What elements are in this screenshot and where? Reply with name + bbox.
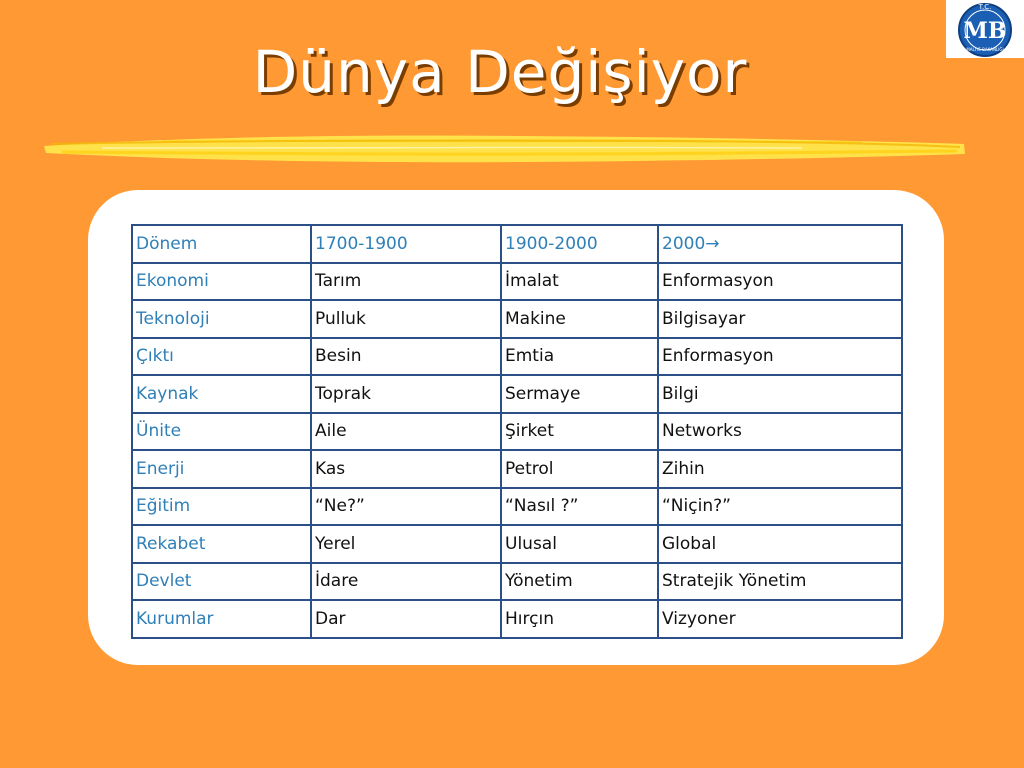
table-cell: “Niçin?”: [658, 488, 902, 526]
table-row: [132, 338, 902, 376]
table-cell: Kas: [311, 450, 501, 488]
table-row: [132, 450, 902, 488]
table-row: [132, 300, 902, 338]
table-header-row: [132, 225, 902, 263]
table-cell: İdare: [311, 563, 501, 601]
row-label: Teknoloji: [132, 300, 311, 338]
header-cell-1700-1900: 1700-1900: [311, 225, 501, 263]
table-row: [132, 488, 902, 526]
logo-ring-text: MALİYE BAKANLIĞI: [966, 47, 1004, 52]
slide-title: Dünya Değişiyor: [252, 38, 748, 106]
row-label: Kurumlar: [132, 600, 311, 638]
table-cell: İmalat: [501, 263, 658, 301]
table-row: [132, 525, 902, 563]
table-cell: Emtia: [501, 338, 658, 376]
table-cell: Enformasyon: [658, 338, 902, 376]
row-label: Ünite: [132, 413, 311, 451]
table-cell: Global: [658, 525, 902, 563]
table-row: [132, 263, 902, 301]
header-cell-donem: Dönem: [132, 225, 311, 263]
table-cell: Bilgisayar: [658, 300, 902, 338]
table-cell: Petrol: [501, 450, 658, 488]
table-cell: Besin: [311, 338, 501, 376]
table-cell: “Nasıl ?”: [501, 488, 658, 526]
row-label: Ekonomi: [132, 263, 311, 301]
table-cell: Toprak: [311, 375, 501, 413]
table-row: [132, 375, 902, 413]
table-cell: Stratejik Yönetim: [658, 563, 902, 601]
table-row: [132, 600, 902, 638]
table-cell: Zihin: [658, 450, 902, 488]
table-cell: “Ne?”: [311, 488, 501, 526]
table-cell: Vizyoner: [658, 600, 902, 638]
table-cell: Yerel: [311, 525, 501, 563]
logo-text-top: T.C.: [978, 3, 992, 11]
yellow-brush-stroke: [42, 128, 967, 168]
table-cell: Enformasyon: [658, 263, 902, 301]
table-cell: Tarım: [311, 263, 501, 301]
header-cell-1900-2000: 1900-2000: [501, 225, 658, 263]
table-cell: Aile: [311, 413, 501, 451]
table-row: [132, 563, 902, 601]
table-cell: Dar: [311, 600, 501, 638]
row-label: Devlet: [132, 563, 311, 601]
comparison-table: [131, 224, 903, 639]
table-cell: Yönetim: [501, 563, 658, 601]
table-row: [132, 413, 902, 451]
table-cell: Sermaye: [501, 375, 658, 413]
row-label: Eğitim: [132, 488, 311, 526]
table-cell: Şirket: [501, 413, 658, 451]
row-label: Kaynak: [132, 375, 311, 413]
logo-monogram: MB: [963, 18, 1007, 44]
header-cell-2000: 2000→: [658, 225, 902, 263]
row-label: Enerji: [132, 450, 311, 488]
table-cell: Makine: [501, 300, 658, 338]
row-label: Rekabet: [132, 525, 311, 563]
table-cell: Hırçın: [501, 600, 658, 638]
table-cell: Networks: [658, 413, 902, 451]
row-label: Çıktı: [132, 338, 311, 376]
table-cell: Pulluk: [311, 300, 501, 338]
table-cell: Bilgi: [658, 375, 902, 413]
table-cell: Ulusal: [501, 525, 658, 563]
